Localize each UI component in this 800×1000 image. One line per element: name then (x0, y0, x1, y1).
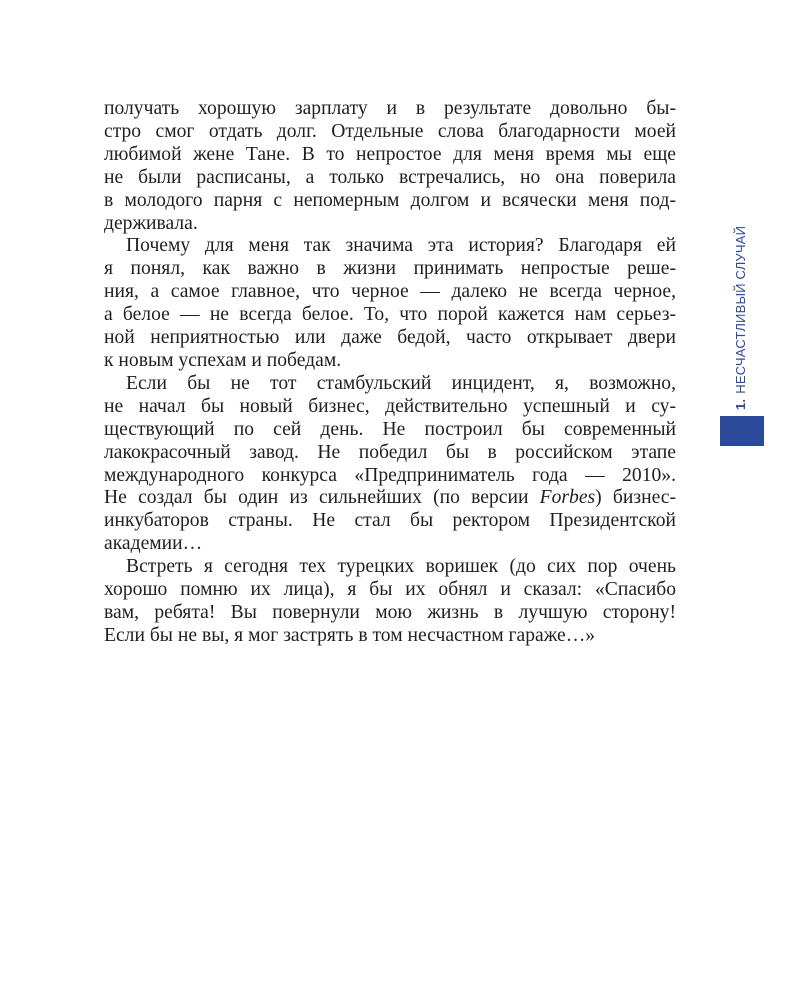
text-line: к новым успехам и победам. (104, 349, 342, 371)
paragraph-2 (104, 235, 676, 372)
text-line: я понял, как важно в жизни принимать непростые реше- (104, 258, 676, 280)
text-line: лакокрасочный завод. Не победил бы в российском этапе (104, 441, 676, 463)
text-line: стро смог отдать долг. Отдельные слова благодарности моей (104, 120, 676, 142)
text-line: ной неприятностью или даже бедой, часто открывает двери (104, 327, 676, 349)
text-line: в молодого парня с непомерным долгом и всячески меня под- (104, 189, 676, 211)
chapter-title: НЕСЧАСТЛИВЫЙ СЛУЧАЙ (733, 225, 748, 394)
text-line: ществующий по сей день. Не построил бы современный (104, 418, 676, 440)
text-line: получать хорошую зарплату и в результате довольно бы- (104, 98, 676, 119)
text-line: не были расписаны, а только встречались, но она поверила (104, 166, 676, 188)
chapter-tab-label (733, 226, 748, 410)
text-line: держивала. (104, 212, 198, 234)
chapter-number: 1. (733, 398, 748, 410)
text-line: а белое — не всегда белое. То, что порой кажется нам серьез- (104, 304, 676, 326)
text-line: международного конкурса «Предприниматель года — 2010». (104, 464, 676, 486)
forbes-italic: Forbes (539, 487, 596, 509)
paragraph-3 (104, 373, 676, 556)
text-line: академии… (104, 533, 203, 555)
text-line: любимой жене Тане. В то непростое для меня время мы еще (104, 143, 676, 165)
text-line: вам, ребята! Вы повернули мою жизнь в лучшую сторону! (104, 601, 676, 623)
text-line: Почему для меня так значима эта история? Благодаря ей (126, 235, 676, 257)
paragraph-1 (104, 98, 676, 235)
text-line: не начал бы новый бизнес, действительно успешный и су- (104, 395, 676, 417)
text-line: Если бы не тот стамбульский инцидент, я, возможно, (126, 372, 676, 394)
text-line: хорошо помню их лица), я бы их обнял и сказал: «Спасибо (104, 579, 676, 601)
text-line: Если бы не вы, я мог застрять в том несчастном гараже…» (104, 624, 596, 646)
paragraph-4 (104, 556, 676, 648)
text-line-forbes: Не создал бы один из сильнейших (по версии Forbes) бизнес- (104, 487, 676, 509)
text-line: Встреть я сегодня тех турецких воришек (до сих пор очень (126, 556, 676, 578)
chapter-tab-marker (720, 416, 764, 446)
page-body-text (104, 98, 676, 648)
text-line: инкубаторов страны. Не стал бы ректором Президентской (104, 510, 676, 532)
text-line: ния, а самое главное, что черное — далеко не всегда черное, (104, 281, 676, 303)
